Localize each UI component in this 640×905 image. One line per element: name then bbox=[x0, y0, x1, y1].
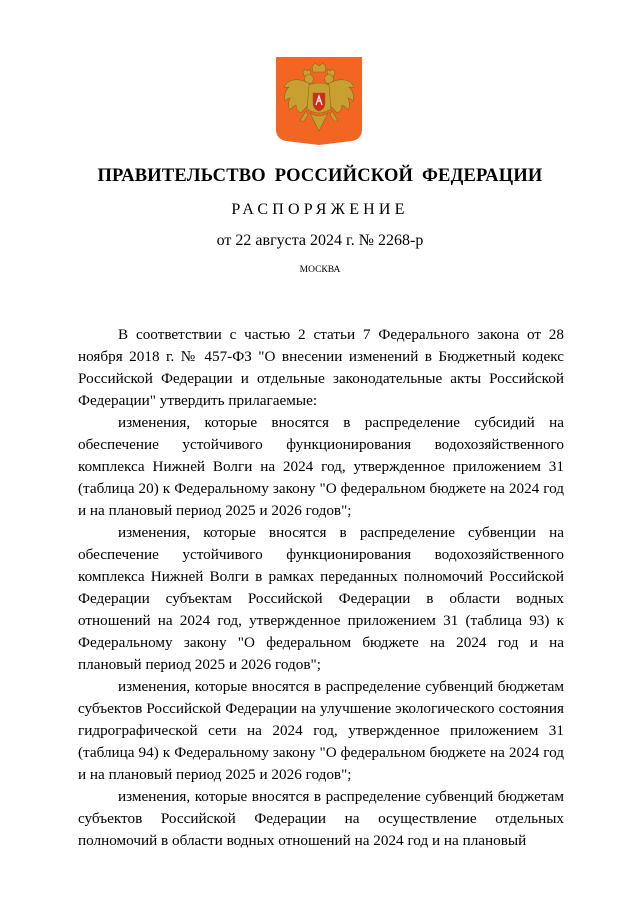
body-paragraph: изменения, которые вносятся в распределение субвенций бюджетам субъектов Российской Федерации на улучшение экологического состояния гидрографической сети на 2024 год, утвержденное приложением 31 (таблица 94) к Федеральному закону "О федеральном бюджете на 2024 год и на плановый период 2025 и 2026 годов"; bbox=[78, 678, 564, 783]
government-title: ПРАВИТЕЛЬСТВО РОССИЙСКОЙ ФЕДЕРАЦИИ bbox=[97, 166, 543, 186]
body-paragraph: В соответствии с частью 2 статьи 7 Федерального закона от 28 ноября 2018 г. № 457-ФЗ "О внесении изменений в Бюджетный кодекс Российской Федерации и отдельные законодательные акты Российской Федерации" утвердить прилагаемые: bbox=[78, 326, 564, 409]
document-body bbox=[78, 324, 564, 852]
body-paragraph: изменения, которые вносятся в распределение субсидий на обеспечение устойчивого функционирования водохозяйственного комплекса Нижней Волги на 2024 год, утвержденное приложением 31 (таблица 20) к Федеральному закону "О федеральном бюджете на 2024 год и на плановый период 2025 и 2026 годов"; bbox=[78, 414, 564, 519]
body-paragraph: изменения, которые вносятся в распределение субвенции на обеспечение устойчивого функционирования водохозяйственного комплекса Нижней Волги в рамках переданных полномочий Российской Федерации субъектам Российской Федерации в области водных отношений на 2024 год, утвержденное приложением 31 (таблица 93) к Федеральному закону "О федеральном бюджете на 2024 год и на плановый период 2025 и 2026 годов"; bbox=[78, 524, 564, 673]
document-date-number: от 22 августа 2024 г. № 2268-р bbox=[216, 232, 424, 249]
document-type: РАСПОРЯЖЕНИЕ bbox=[231, 201, 409, 218]
document-place: МОСКВА bbox=[299, 265, 341, 275]
body-paragraph: изменения, которые вносятся в распределение субвенций бюджетам субъектов Российской Федерации на осуществление отдельных полномочий в области водных отношений на 2024 год и на плановый bbox=[78, 788, 564, 849]
coat-of-arms-icon bbox=[276, 57, 362, 145]
